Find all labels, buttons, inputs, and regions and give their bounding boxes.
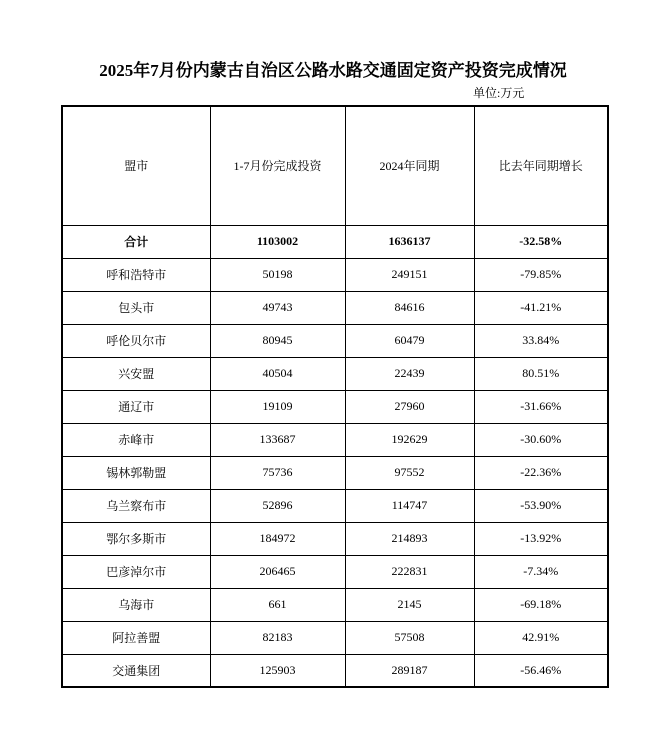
region-cell: 呼伦贝尔市: [62, 324, 210, 357]
table-row: [62, 456, 608, 489]
growth-cell: -31.66%: [474, 390, 608, 423]
region-cell: 呼和浩特市: [62, 258, 210, 291]
table-row: [62, 654, 608, 687]
region-cell: 乌海市: [62, 588, 210, 621]
region-cell: 通辽市: [62, 390, 210, 423]
region-cell: 合计: [62, 225, 210, 258]
header-previous-year: 2024年同期: [345, 106, 474, 225]
current-investment-cell: 1103002: [210, 225, 345, 258]
investment-table: [61, 105, 609, 688]
current-investment-cell: 19109: [210, 390, 345, 423]
table-row: [62, 555, 608, 588]
region-cell: 阿拉善盟: [62, 621, 210, 654]
previous-year-cell: 57508: [345, 621, 474, 654]
table-row: [62, 390, 608, 423]
table-row: [62, 522, 608, 555]
table-row: [62, 423, 608, 456]
table-row: [62, 357, 608, 390]
growth-cell: -7.34%: [474, 555, 608, 588]
previous-year-cell: 27960: [345, 390, 474, 423]
region-cell: 包头市: [62, 291, 210, 324]
previous-year-cell: 97552: [345, 456, 474, 489]
table-body: [62, 225, 608, 687]
current-investment-cell: 661: [210, 588, 345, 621]
table-row: [62, 588, 608, 621]
region-cell: 赤峰市: [62, 423, 210, 456]
growth-cell: -53.90%: [474, 489, 608, 522]
header-region: 盟市: [62, 106, 210, 225]
table-row: [62, 324, 608, 357]
previous-year-cell: 22439: [345, 357, 474, 390]
header-current-investment: 1-7月份完成投资: [210, 106, 345, 225]
unit-label: 单位:万元: [473, 86, 525, 100]
growth-cell: -56.46%: [474, 654, 608, 687]
region-cell: 乌兰察布市: [62, 489, 210, 522]
current-investment-cell: 49743: [210, 291, 345, 324]
previous-year-cell: 84616: [345, 291, 474, 324]
previous-year-cell: 114747: [345, 489, 474, 522]
current-investment-cell: 206465: [210, 555, 345, 588]
region-cell: 锡林郭勒盟: [62, 456, 210, 489]
growth-cell: -22.36%: [474, 456, 608, 489]
previous-year-cell: 1636137: [345, 225, 474, 258]
growth-cell: -30.60%: [474, 423, 608, 456]
current-investment-cell: 50198: [210, 258, 345, 291]
growth-cell: -79.85%: [474, 258, 608, 291]
page-title: 2025年7月份内蒙古自治区公路水路交通固定资产投资完成情况: [99, 61, 567, 80]
table-row: [62, 621, 608, 654]
region-cell: 兴安盟: [62, 357, 210, 390]
current-investment-cell: 133687: [210, 423, 345, 456]
growth-cell: 80.51%: [474, 357, 608, 390]
region-cell: 交通集团: [62, 654, 210, 687]
current-investment-cell: 184972: [210, 522, 345, 555]
previous-year-cell: 192629: [345, 423, 474, 456]
header-row: [62, 106, 608, 225]
region-cell: 巴彦淖尔市: [62, 555, 210, 588]
table-row: [62, 489, 608, 522]
current-investment-cell: 125903: [210, 654, 345, 687]
growth-cell: -41.21%: [474, 291, 608, 324]
table-row: [62, 258, 608, 291]
previous-year-cell: 214893: [345, 522, 474, 555]
current-investment-cell: 82183: [210, 621, 345, 654]
previous-year-cell: 289187: [345, 654, 474, 687]
growth-cell: -69.18%: [474, 588, 608, 621]
table-row: [62, 291, 608, 324]
previous-year-cell: 222831: [345, 555, 474, 588]
previous-year-cell: 249151: [345, 258, 474, 291]
table-row: [62, 225, 608, 258]
region-cell: 鄂尔多斯市: [62, 522, 210, 555]
growth-cell: 42.91%: [474, 621, 608, 654]
growth-cell: 33.84%: [474, 324, 608, 357]
growth-cell: -32.58%: [474, 225, 608, 258]
previous-year-cell: 2145: [345, 588, 474, 621]
current-investment-cell: 40504: [210, 357, 345, 390]
growth-cell: -13.92%: [474, 522, 608, 555]
current-investment-cell: 75736: [210, 456, 345, 489]
header-growth: 比去年同期增长: [474, 106, 608, 225]
previous-year-cell: 60479: [345, 324, 474, 357]
current-investment-cell: 52896: [210, 489, 345, 522]
current-investment-cell: 80945: [210, 324, 345, 357]
